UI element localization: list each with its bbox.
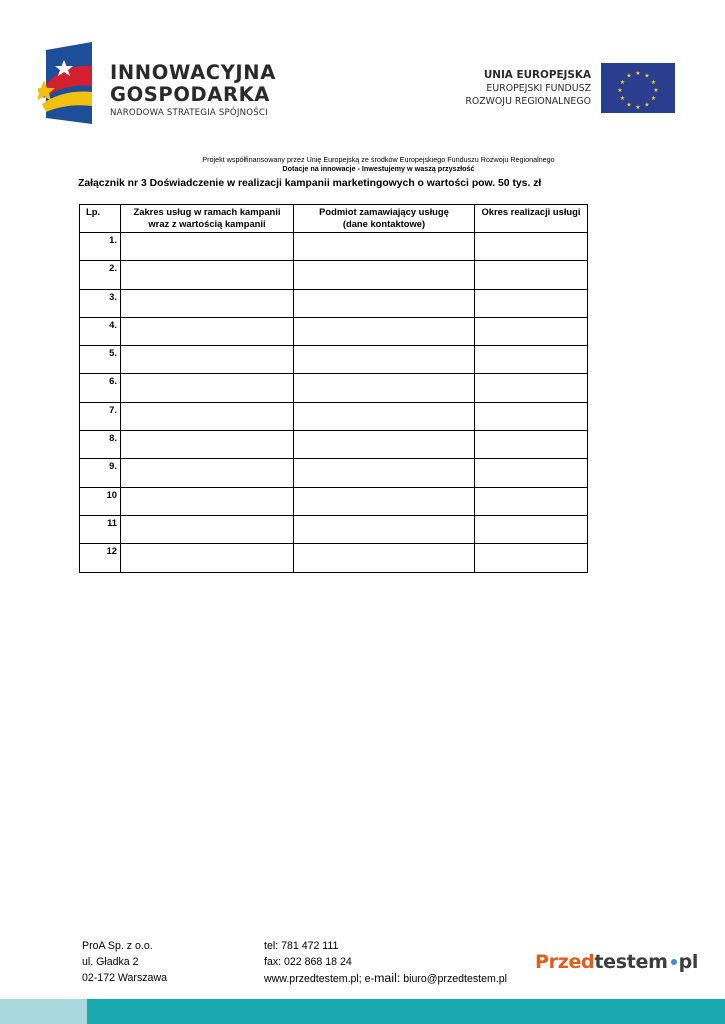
company-name: ProA Sp. z o.o. [82, 940, 153, 952]
column-header-scope-line-2: wraz z wartością kampanii [148, 218, 266, 229]
row-number: 5. [80, 346, 121, 374]
eu-flag-icon [601, 63, 675, 113]
table-row [80, 431, 588, 459]
client-cell[interactable] [294, 261, 475, 289]
svg-text:★: ★ [619, 79, 626, 86]
client-cell[interactable] [294, 487, 475, 515]
row-number: 3. [80, 289, 121, 317]
ig-logo-line-2: GOSPODARKA [110, 83, 270, 106]
period-cell[interactable] [475, 317, 588, 345]
period-cell[interactable] [475, 261, 588, 289]
svg-text:★: ★ [635, 70, 641, 77]
period-cell[interactable] [475, 402, 588, 430]
footer-color-bar [0, 999, 725, 1024]
client-cell[interactable] [294, 515, 475, 543]
row-number: 8. [80, 431, 121, 459]
scope-cell[interactable] [121, 431, 294, 459]
ig-logo-mark-icon [38, 42, 94, 124]
scope-cell[interactable] [121, 459, 294, 487]
email-label: mail: [374, 971, 401, 985]
column-header-lp: Lp. [80, 205, 121, 233]
brand-name-part-1: Przed [535, 951, 595, 973]
row-number: 10 [80, 487, 121, 515]
table-row [80, 459, 588, 487]
row-number: 4. [80, 317, 121, 345]
table-row [80, 289, 588, 317]
table-row [80, 515, 588, 543]
client-cell[interactable] [294, 317, 475, 345]
period-cell[interactable] [475, 459, 588, 487]
innowacyjna-gospodarka-logo [38, 42, 308, 128]
scope-cell[interactable] [121, 233, 294, 261]
table-row [80, 487, 588, 515]
scope-cell[interactable] [121, 544, 294, 572]
scope-cell[interactable] [121, 402, 294, 430]
svg-text:★: ★ [650, 95, 657, 102]
row-number: 2. [80, 261, 121, 289]
footer-bar-dark-segment [87, 999, 725, 1024]
company-street: ul. Gładka 2 [82, 956, 139, 968]
svg-text:★: ★ [635, 104, 641, 111]
period-cell[interactable] [475, 233, 588, 261]
ig-logo-line-1: INNOWACYJNA [110, 61, 276, 84]
row-number: 9. [80, 459, 121, 487]
svg-text:★: ★ [619, 95, 626, 102]
table-row [80, 402, 588, 430]
project-funding-note [0, 155, 725, 173]
table-header-row [80, 205, 588, 233]
row-number: 6. [80, 374, 121, 402]
row-number: 11 [80, 515, 121, 543]
client-cell[interactable] [294, 402, 475, 430]
brand-name-part-2: testem [594, 951, 668, 973]
web-and-email [264, 970, 507, 987]
period-cell[interactable] [475, 431, 588, 459]
table-row [80, 233, 588, 261]
scope-cell[interactable] [121, 289, 294, 317]
column-header-client-line-1: Podmiot zamawiający usługę [319, 206, 449, 217]
fax-number: fax: 022 868 18 24 [264, 956, 352, 968]
client-cell[interactable] [294, 459, 475, 487]
row-number: 7. [80, 402, 121, 430]
table-row [80, 346, 588, 374]
table-row [80, 317, 588, 345]
ue-logo-line-1: UNIA EUROPEJSKA [483, 69, 591, 81]
footer-bar-light-segment [0, 999, 87, 1024]
client-cell[interactable] [294, 374, 475, 402]
website-link[interactable]: www.przedtestem.pl; e- [264, 973, 375, 985]
unia-europejska-logo [465, 63, 675, 115]
period-cell[interactable] [475, 544, 588, 572]
period-cell[interactable] [475, 487, 588, 515]
ue-logo-line-2: EUROPEJSKI FUNDUSZ [486, 83, 591, 94]
client-cell[interactable] [294, 544, 475, 572]
brand-dot-icon [671, 959, 677, 965]
scope-cell[interactable] [121, 515, 294, 543]
svg-text:★: ★ [653, 87, 659, 94]
scope-cell[interactable] [121, 487, 294, 515]
client-cell[interactable] [294, 289, 475, 317]
scope-cell[interactable] [121, 261, 294, 289]
document-title: Załącznik nr 3 Doświadczenie w realizacji kampanii marketingowych o wartości pow. 50 tys. zł [78, 178, 542, 189]
brand-name-part-3: pl [678, 951, 699, 973]
svg-text:★: ★ [626, 101, 632, 109]
svg-text:★: ★ [644, 72, 650, 80]
period-cell[interactable] [475, 289, 588, 317]
company-city: 02-172 Warszawa [82, 972, 167, 984]
scope-cell[interactable] [121, 317, 294, 345]
column-header-period: Okres realizacji usługi [475, 205, 588, 233]
period-cell[interactable] [475, 374, 588, 402]
svg-text:★: ★ [626, 72, 632, 80]
period-cell[interactable] [475, 515, 588, 543]
client-cell[interactable] [294, 431, 475, 459]
phone-number: tel: 781 472 111 [264, 940, 339, 952]
ue-logo-line-3: ROZWOJU REGIONALNEGO [465, 96, 591, 107]
svg-text:★: ★ [617, 87, 623, 94]
svg-text:★: ★ [644, 101, 650, 109]
funding-note-line: Projekt współfinansowany przez Unię Europejską ze środków Europejskiego Funduszu Rozwoju Regionalnego [202, 155, 555, 164]
footer-contact [264, 938, 507, 987]
column-header-scope-line-1: Zakres usług w ramach kampanii [133, 206, 281, 217]
email-link[interactable]: biuro@przedtestem.pl [400, 973, 508, 985]
scope-cell[interactable] [121, 346, 294, 374]
column-header-client [294, 205, 475, 233]
funding-tagline: Dotacje na innowacje - Inwestujemy w waszą przyszłość [282, 164, 475, 173]
experience-table [79, 204, 588, 573]
client-cell[interactable] [294, 346, 475, 374]
footer-address [82, 938, 167, 986]
table-row [80, 374, 588, 402]
przedtestem-logo [535, 951, 698, 973]
row-number: 1. [80, 233, 121, 261]
period-cell[interactable] [475, 346, 588, 374]
scope-cell[interactable] [121, 374, 294, 402]
table-row [80, 544, 588, 572]
column-header-client-line-2: (dane kontaktowe) [342, 218, 426, 229]
client-cell[interactable] [294, 233, 475, 261]
table-row [80, 261, 588, 289]
row-number: 12 [80, 544, 121, 572]
ig-logo-line-3: NARODOWA STRATEGIA SPÓJNOŚCI [110, 108, 268, 118]
svg-text:★: ★ [650, 79, 657, 86]
column-header-scope [121, 205, 294, 233]
